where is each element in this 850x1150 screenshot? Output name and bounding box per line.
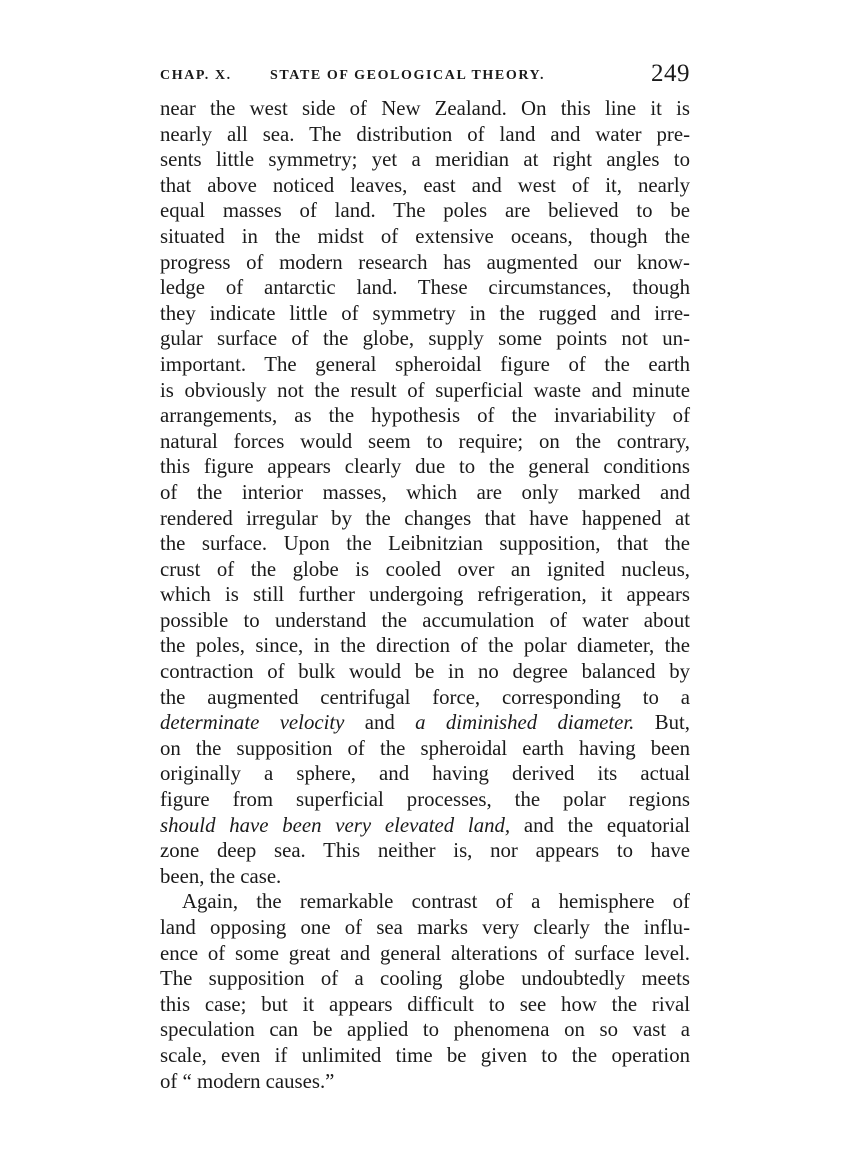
text-line: possible to understand the accumulation of water about <box>160 608 690 632</box>
text-line: speculation can be applied to phenomena on so vast a <box>160 1018 690 1042</box>
text-line: important. The general spheroidal figure of the earth <box>160 352 690 376</box>
text-line: the augmented centrifugal force, corresponding to a <box>160 685 690 709</box>
text-line: crust of the globe is cooled over an ignited nucleus, <box>160 557 690 581</box>
text-line: is obviously not the result of superficial waste and minute <box>160 378 690 402</box>
text-line: contraction of bulk would be in no degree balanced by <box>160 660 690 684</box>
italic-phrase: should have been very elevated land, <box>160 813 511 837</box>
text-line: situated in the midst of extensive oceans, though the <box>160 224 690 248</box>
text-line: progress of modern research has augmented our know- <box>160 250 690 274</box>
text-line: been, the case. <box>160 864 282 888</box>
paragraph-start-line: Again, the remarkable contrast of a hemisphere of <box>182 890 690 914</box>
text-line: the poles, since, in the direction of the polar diameter, the <box>160 634 690 658</box>
text-line-mixed <box>160 710 690 736</box>
text-line: scale, even if unlimited time be given to the operation <box>160 1043 690 1067</box>
body-text <box>160 96 690 1094</box>
text-line: arrangements, as the hypothesis of the invariability of <box>160 404 690 428</box>
page-number: 249 <box>651 60 690 87</box>
text-line: sents little symmetry; yet a meridian at right angles to <box>160 148 690 172</box>
text-line: on the supposition of the spheroidal earth having been <box>160 736 690 760</box>
text-run: and the equatorial <box>510 813 690 837</box>
text-line: the surface. Upon the Leibnitzian supposition, that the <box>160 532 690 556</box>
text-line: which is still further undergoing refrigeration, it appears <box>160 583 690 607</box>
text-line: natural forces would seem to require; on the contrary, <box>160 429 690 453</box>
text-line: this case; but it appears difficult to see how the rival <box>160 992 690 1016</box>
italic-phrase: a diminished diameter. <box>415 711 635 735</box>
text-line: zone deep sea. This neither is, nor appears to have <box>160 839 690 863</box>
text-line: rendered irregular by the changes that have happened at <box>160 506 690 530</box>
text-line: they indicate little of symmetry in the rugged and irre- <box>160 301 690 325</box>
text-line: nearly all sea. The distribution of land and water pre- <box>160 122 690 146</box>
italic-phrase: determinate velocity <box>160 711 345 735</box>
running-head <box>160 60 690 90</box>
text-line: equal masses of land. The poles are believed to be <box>160 199 690 223</box>
text-line: land opposing one of sea marks very clearly the influ- <box>160 916 690 939</box>
text-line: near the west side of New Zealand. On this line it is <box>160 97 690 120</box>
text-line: figure from superficial processes, the polar regions <box>160 788 690 812</box>
text-line: originally a sphere, and having derived its actual <box>160 762 690 786</box>
text-line: The supposition of a cooling globe undoubtedly meets <box>160 967 690 991</box>
running-title: STATE OF GEOLOGICAL THEORY. <box>270 68 546 83</box>
text-line: ence of some great and general alterations of surface level. <box>160 941 690 965</box>
text-run: But, <box>634 711 690 735</box>
text-line: that above noticed leaves, east and west of it, nearly <box>160 173 690 197</box>
text-line: of “ modern causes.” <box>160 1069 335 1093</box>
text-line: this figure appears clearly due to the general conditions <box>160 455 690 479</box>
text-line: gular surface of the globe, supply some points not un- <box>160 327 690 351</box>
text-line: ledge of antarctic land. These circumstances, though <box>160 276 690 300</box>
text-line: of the interior masses, which are only marked and <box>160 480 690 504</box>
chapter-label: CHAP. X. <box>160 68 232 83</box>
text-run: and <box>344 711 416 735</box>
text-line-mixed <box>160 813 690 839</box>
